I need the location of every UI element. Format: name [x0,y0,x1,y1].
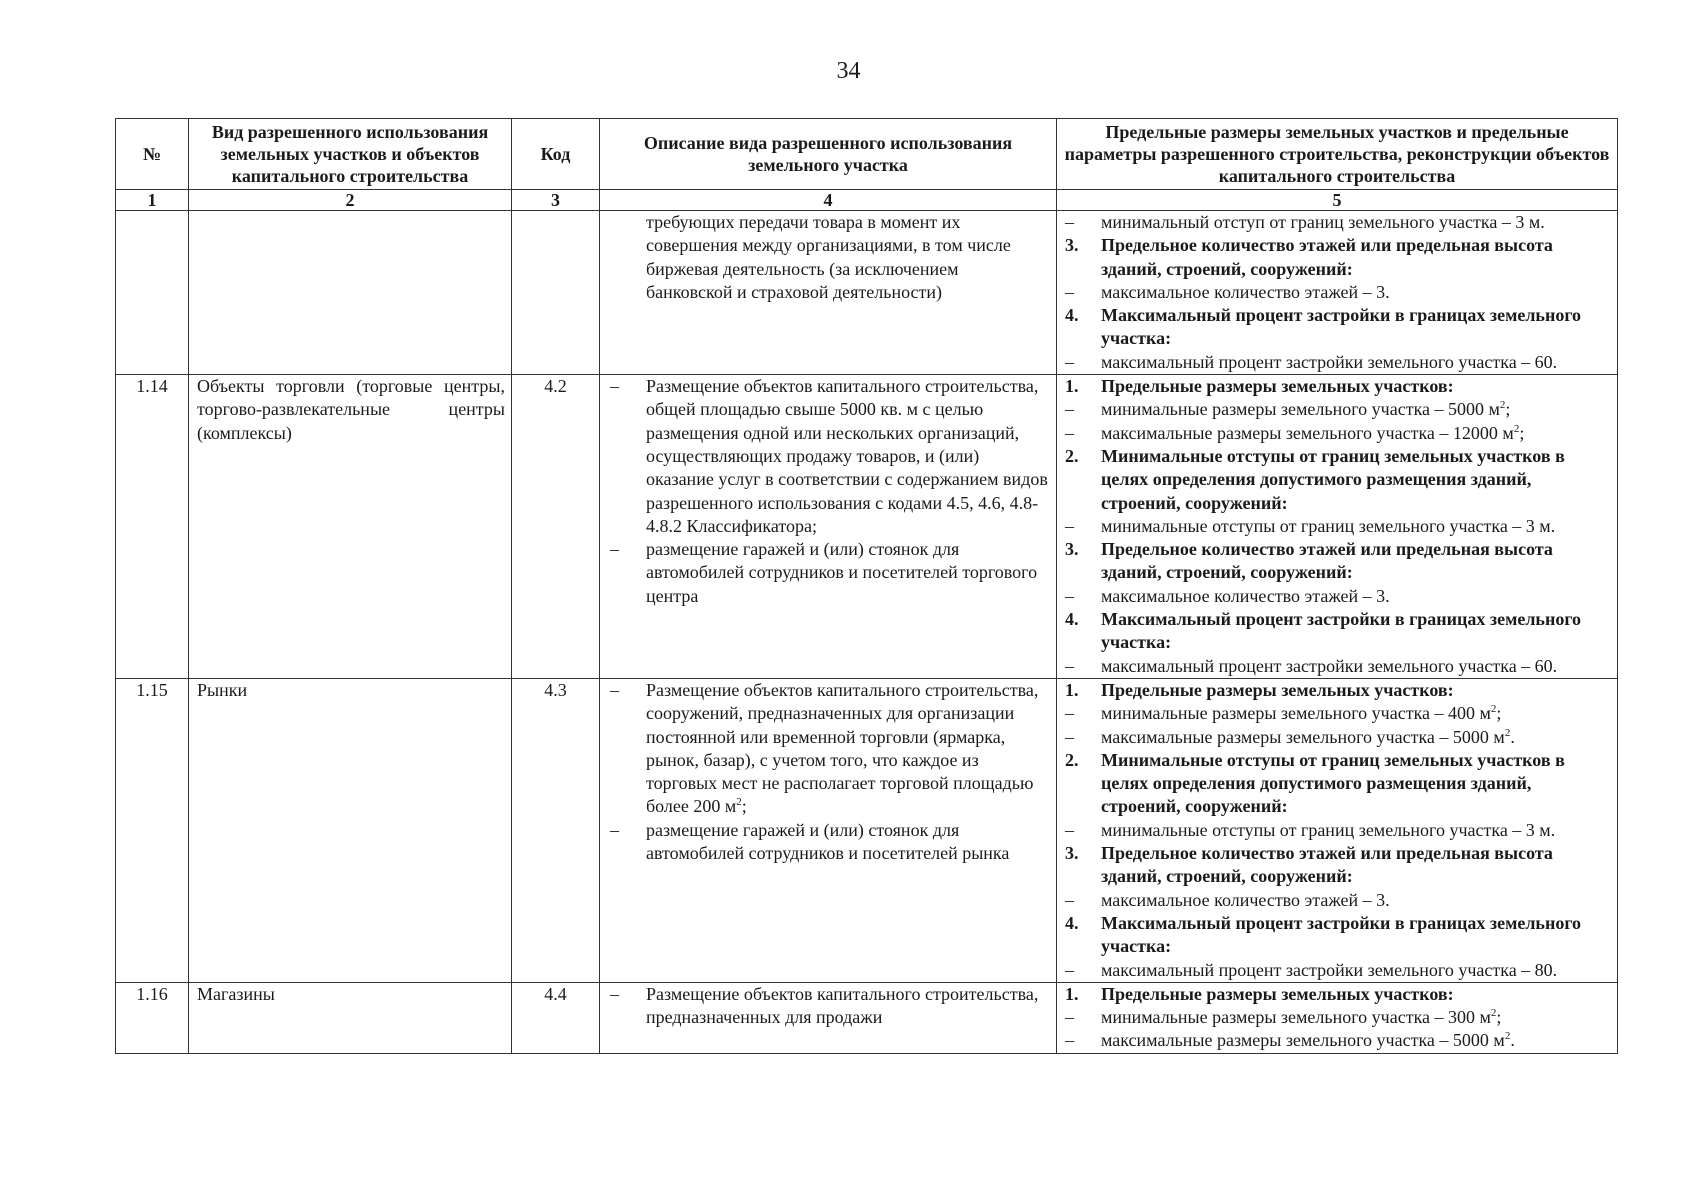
description-marker: – [610,819,619,840]
parameter-text-wrap [1101,234,1611,281]
table-header-row [116,119,1618,190]
parameter-text: максимальный процент застройки земельного участка – 80. [1101,959,1558,980]
description-text: Размещение объектов капитального строительства, сооружений, предназначенных для организации постоянной или временной торговли (ярмарка, рынок, базар), с учетом того, что каждое из торговых мест не располагает торговой площадью более 200 м [646,679,1039,817]
column-number-4: 4 [600,190,1057,211]
limit-parameters [1057,211,1618,375]
parameter-text: минимальные размеры земельного участка – 5000 м [1101,399,1500,420]
column-header-parameters: Предельные размеры земельных участков и предельные параметры разрешенного строительства, реконструкции объектов капитального строительства [1057,119,1618,190]
parameter-text: Максимальный процент застройки в границах земельного участка: [1101,609,1582,653]
parameter-marker: 1. [1065,679,1079,700]
description-item [610,538,1048,608]
description-text-wrap [646,211,1048,304]
parameter-marker: 3. [1065,235,1079,256]
parameter-marker: 4. [1065,609,1079,630]
parameter-marker: – [1065,351,1074,372]
column-number-3: 3 [512,190,600,211]
column-number-1: 1 [116,190,189,211]
trailing-punctuation: ; [1496,703,1502,724]
parameter-item [1065,211,1611,234]
parameter-text: максимальный процент застройки земельного участка – 60. [1101,351,1558,372]
use-code: 4.3 [512,678,600,982]
parameter-text: Максимальный процент застройки в границах земельного участка: [1101,912,1582,957]
description-text: размещение гаражей и (или) стоянок для автомобилей сотрудников и посетителей торгового центра [646,539,1038,606]
parameter-marker: – [1065,422,1074,443]
parameter-text-wrap [1101,679,1611,702]
parameter-item [1065,375,1611,398]
table-row [116,211,1618,375]
description-text-wrap [646,679,1048,819]
parameter-marker: – [1065,1007,1074,1028]
parameter-text-wrap [1101,726,1611,749]
parameter-text-wrap [1101,538,1611,585]
parameter-text-wrap [1101,819,1611,842]
superscript-unit: 2 [736,796,742,809]
parameter-text: минимальные размеры земельного участка – 300 м [1101,1007,1491,1028]
table-row [116,982,1618,1053]
description-item [610,211,1048,304]
parameter-text: Предельное количество этажей или предельная высота зданий, строений, сооружений: [1101,235,1553,279]
parameter-marker: 2. [1065,445,1079,466]
parameter-text-wrap [1101,702,1611,725]
parameter-item [1065,1029,1611,1052]
parameter-marker: – [1065,1030,1074,1051]
description-marker: – [610,679,619,700]
parameter-text-wrap [1101,983,1611,1006]
parameter-item [1065,608,1611,655]
description-marker: – [610,539,619,560]
description-text: требующих передачи товара в момент их совершения между организациями, в том числе биржевая деятельность (за исключением банковской и страховой деятельности) [646,212,1011,302]
parameter-text-wrap [1101,445,1611,515]
parameter-text-wrap [1101,211,1611,234]
parameter-item [1065,304,1611,351]
parameter-item [1065,726,1611,749]
parameter-marker: – [1065,819,1074,840]
row-number: 1.14 [116,375,189,679]
parameter-marker: – [1065,281,1074,302]
description-text-wrap [646,538,1048,608]
limit-parameters [1057,678,1618,982]
parameter-item [1065,281,1611,304]
description-item [610,819,1048,866]
parameter-item [1065,842,1611,889]
limit-parameters [1057,982,1618,1053]
description-item [610,679,1048,819]
row-number: 1.16 [116,982,189,1053]
parameter-item [1065,1006,1611,1029]
parameter-item [1065,702,1611,725]
parameter-item [1065,819,1611,842]
parameter-marker: – [1065,959,1074,980]
parameter-item [1065,655,1611,678]
trailing-punctuation: ; [1519,422,1525,443]
parameter-text: максимальное количество этажей – 3. [1101,281,1390,302]
superscript-unit: 2 [1504,1030,1511,1043]
parameter-text: максимальные размеры земельного участка – 5000 м [1101,726,1505,747]
parameter-item [1065,538,1611,585]
parameter-marker: – [1065,212,1074,232]
parameter-text-wrap [1101,375,1611,398]
parameter-text: минимальный отступ от границ земельного участка – 3 м. [1101,212,1545,232]
row-number [116,211,189,375]
parameter-text-wrap [1101,749,1611,819]
parameter-item [1065,889,1611,912]
column-header-description: Описание вида разрешенного использования земельного участка [600,119,1057,190]
parameter-text: минимальные отступы от границ земельного участка – 3 м. [1101,819,1556,840]
superscript-unit: 2 [1490,703,1497,716]
parameter-text: Предельные размеры земельных участков: [1101,983,1454,1004]
use-type-name: Магазины [189,982,512,1053]
table-row [116,375,1618,679]
parameter-text: Минимальные отступы от границ земельных участков в целях определения допустимого размещения зданий, строений, сооружений: [1101,749,1565,817]
column-number-2: 2 [189,190,512,211]
description-marker: – [610,376,619,397]
parameter-text: минимальные отступы от границ земельного участка – 3 м. [1101,515,1556,536]
parameter-marker: – [1065,726,1074,747]
description-text-wrap [646,983,1048,1030]
parameter-item [1065,983,1611,1006]
table-body [116,211,1618,1054]
parameter-marker: – [1065,515,1074,536]
column-header-number: № [116,119,189,190]
parameter-item [1065,445,1611,515]
parameter-text-wrap [1101,1029,1611,1052]
parameter-text: минимальные размеры земельного участка – 400 м [1101,703,1491,724]
parameter-item [1065,679,1611,702]
use-type-name: Объекты торговли (торговые центры, торгово-развлекательные центры (комплексы) [189,375,512,679]
use-type-name [189,211,512,375]
parameter-marker: – [1065,399,1074,420]
column-header-code: Код [512,119,600,190]
parameter-marker: – [1065,889,1074,910]
use-code: 4.4 [512,982,600,1053]
description-text-wrap [646,375,1048,538]
parameter-item [1065,912,1611,959]
parameter-marker: 3. [1065,539,1079,560]
parameter-text-wrap [1101,608,1611,655]
parameter-item [1065,351,1611,374]
superscript-unit: 2 [1499,399,1506,412]
use-code: 4.2 [512,375,600,679]
parameter-text-wrap [1101,585,1611,608]
column-header-use-type: Вид разрешенного использования земельных участков и объектов капитального строительства [189,119,512,190]
land-use-table [115,118,1618,1054]
parameter-marker: 2. [1065,749,1079,770]
trailing-punctuation: . [1510,1030,1515,1051]
description-text-wrap [646,819,1048,866]
parameter-item [1065,422,1611,445]
use-description [600,982,1057,1053]
parameter-marker: 1. [1065,983,1079,1004]
description-text: Размещение объектов капитального строительства, общей площадью свыше 5000 кв. м с целью размещения одной или нескольких организаций, осуществляющих продажу товаров, и (или) оказание услуг в соответствии с содержанием видов разрешенного использования с кодами 4.5, 4.6, 4.8-4.8.2 Классификатора; [646,376,1048,536]
column-number-5: 5 [1057,190,1618,211]
parameter-marker: 4. [1065,305,1079,326]
parameter-marker: – [1065,703,1074,724]
parameter-marker: 1. [1065,376,1079,397]
parameter-item [1065,749,1611,819]
parameter-item [1065,398,1611,421]
parameter-text: Предельные размеры земельных участков: [1101,679,1454,700]
parameter-text-wrap [1101,281,1611,304]
use-description [600,678,1057,982]
parameter-item [1065,234,1611,281]
parameter-text: Предельное количество этажей или предельная высота зданий, строений, сооружений: [1101,539,1553,583]
superscript-unit: 2 [1490,1007,1497,1020]
parameter-text: максимальное количество этажей – 3. [1101,585,1390,606]
use-type-name: Рынки [189,678,512,982]
parameter-text-wrap [1101,351,1611,374]
parameter-marker: – [1065,585,1074,606]
trailing-punctuation: . [1510,726,1515,747]
use-description [600,375,1057,679]
parameter-text: Предельное количество этажей или предельная высота зданий, строений, сооружений: [1101,843,1553,887]
parameter-item [1065,585,1611,608]
column-numbering-row [116,190,1618,211]
parameter-text-wrap [1101,912,1611,959]
trailing-punctuation: ; [741,796,747,817]
table-row [116,678,1618,982]
description-item [610,983,1048,1030]
parameter-marker: – [1065,655,1074,676]
parameter-text: максимальные размеры земельного участка – 12000 м [1101,422,1514,443]
use-code [512,211,600,375]
description-item [610,375,1048,538]
parameter-text-wrap [1101,1006,1611,1029]
trailing-punctuation: ; [1505,399,1511,420]
parameter-text-wrap [1101,842,1611,889]
parameter-text-wrap [1101,304,1611,351]
description-text: размещение гаражей и (или) стоянок для автомобилей сотрудников и посетителей рынка [646,819,1010,864]
page-number: 34 [836,58,861,84]
parameter-text: Предельные размеры земельных участков: [1101,376,1454,397]
limit-parameters [1057,375,1618,679]
superscript-unit: 2 [1504,726,1511,739]
row-number: 1.15 [116,678,189,982]
description-marker [610,211,646,304]
parameter-item [1065,959,1611,982]
parameter-marker: 3. [1065,843,1079,864]
use-description [600,211,1057,375]
parameter-text: максимальные размеры земельного участка – 5000 м [1101,1030,1505,1051]
parameter-text: Максимальный процент застройки в границах земельного участка: [1101,305,1582,349]
parameter-text-wrap [1101,889,1611,912]
parameter-text: максимальное количество этажей – 3. [1101,889,1390,910]
parameter-text-wrap [1101,515,1611,538]
parameter-text: Минимальные отступы от границ земельных участков в целях определения допустимого размещения зданий, строений, сооружений: [1101,445,1565,513]
trailing-punctuation: ; [1496,1007,1502,1028]
parameter-text-wrap [1101,655,1611,678]
parameter-text-wrap [1101,959,1611,982]
parameter-text-wrap [1101,398,1611,421]
description-marker: – [610,983,619,1004]
parameter-text-wrap [1101,422,1611,445]
superscript-unit: 2 [1513,422,1520,435]
parameter-marker: 4. [1065,912,1079,933]
parameter-text: максимальный процент застройки земельного участка – 60. [1101,655,1558,676]
parameter-item [1065,515,1611,538]
description-text: Размещение объектов капитального строительства, предназначенных для продажи [646,983,1039,1028]
